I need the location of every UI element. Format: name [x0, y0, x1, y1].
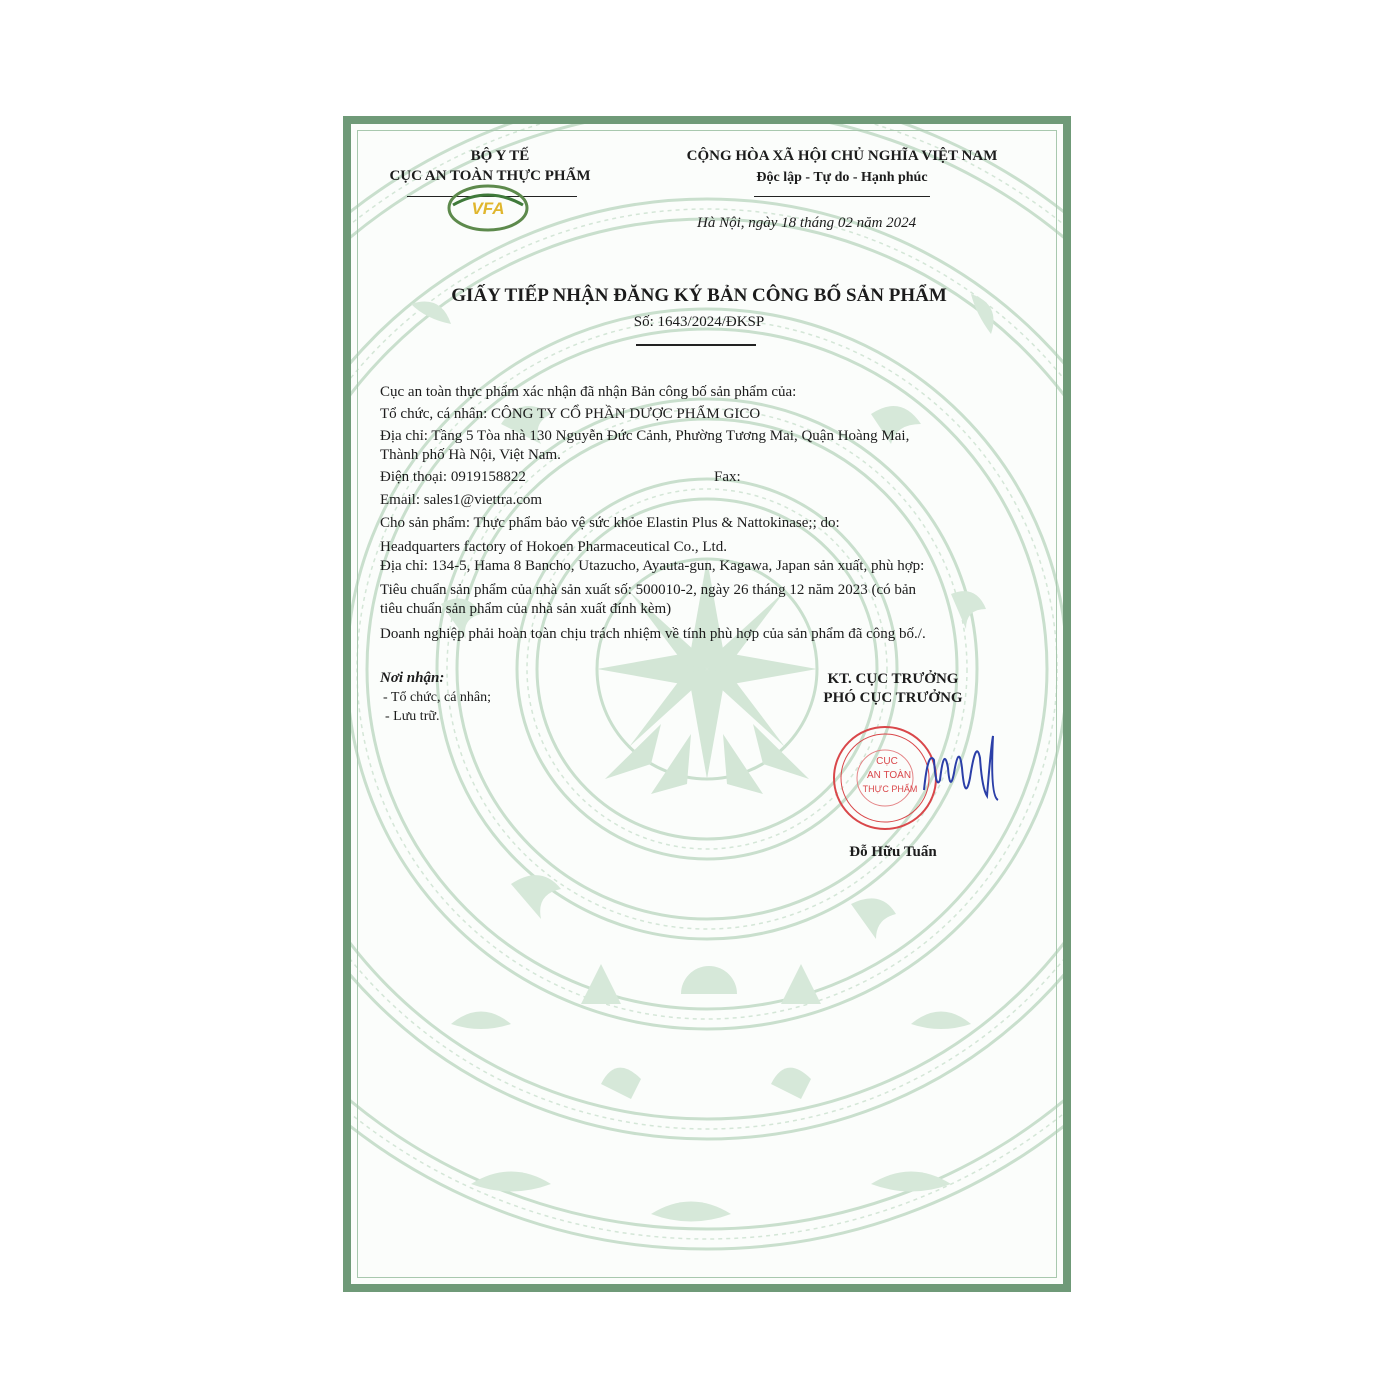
official-seal-and-signature [832, 720, 1002, 840]
department-name: CỤC AN TOÀN THỰC PHẨM [389, 168, 591, 184]
recipient-item: - Lưu trữ. [385, 709, 440, 724]
issue-date: Hà Nội, ngày 18 tháng 02 năm 2024 [697, 215, 917, 231]
ministry-name: BỘ Y TẾ [470, 148, 530, 164]
email-line: Email: sales1@viettra.com [380, 492, 543, 508]
standard-line-2: tiêu chuẩn sản phẩm của nhà sản xuất đính kèm) [380, 601, 672, 617]
organization-line: Tổ chức, cá nhân: CÔNG TY CỔ PHẦN DƯỢC PHẨM GICO [380, 406, 761, 422]
product-line: Cho sản phẩm: Thực phẩm bảo vệ sức khỏe Elastin Plus & Nattokinase;; do: [380, 515, 840, 531]
logo-text: VFA [471, 199, 505, 218]
right-header-underline [754, 196, 930, 197]
vfa-logo [447, 183, 529, 233]
address-line-2: Thành phố Hà Nội, Việt Nam. [380, 447, 561, 463]
manufacturer-address-line: Địa chỉ: 134-5, Hama 8 Bancho, Utazucho, Ayauta-gun, Kagawa, Japan sản xuất, phù hợp: [380, 558, 925, 574]
certificate-number: Số: 1643/2024/ĐKSP [633, 314, 765, 330]
signature-title: KT. CỤC TRƯỞNG [827, 671, 959, 687]
standard-line: Tiêu chuẩn sản phẩm của nhà sản xuất số: 500010-2, ngày 26 tháng 12 năm 2023 (có bản [380, 582, 917, 598]
national-motto: Độc lập - Tự do - Hạnh phúc [756, 170, 928, 185]
seal-text: THỰC PHẨM [862, 784, 918, 794]
phone-line: Điện thoại: 0919158822 [380, 469, 526, 485]
body-intro: Cục an toàn thực phẩm xác nhận đã nhận Bản công bố sản phẩm của: [380, 384, 797, 400]
recipients-heading: Nơi nhận: [380, 670, 445, 686]
certificate-title: GIẤY TIẾP NHẬN ĐĂNG KÝ BẢN CÔNG BỐ SẢN PHẨM [451, 285, 947, 306]
fax-line: Fax: [714, 469, 741, 485]
seal-text: AN TOÀN [866, 770, 912, 781]
seal-text: CỤC [876, 756, 898, 767]
address-line: Địa chỉ: Tầng 5 Tòa nhà 130 Nguyễn Đức Cảnh, Phường Tương Mai, Quận Hoàng Mai, [380, 428, 910, 444]
responsibility-line: Doanh nghiệp phải hoàn toàn chịu trách nhiệm về tính phù hợp của sản phẩm đã công bố./. [380, 626, 926, 642]
recipient-item: - Tổ chức, cá nhân; [383, 690, 492, 705]
nation-name: CỘNG HÒA XÃ HỘI CHỦ NGHĨA VIỆT NAM [686, 148, 998, 164]
signature-subtitle: PHÓ CỤC TRƯỞNG [823, 690, 963, 706]
signer-name: Đỗ Hữu Tuấn [849, 844, 937, 860]
title-underline [636, 344, 756, 346]
manufacturer-line: Headquarters factory of Hokoen Pharmaceutical Co., Ltd. [380, 539, 727, 555]
